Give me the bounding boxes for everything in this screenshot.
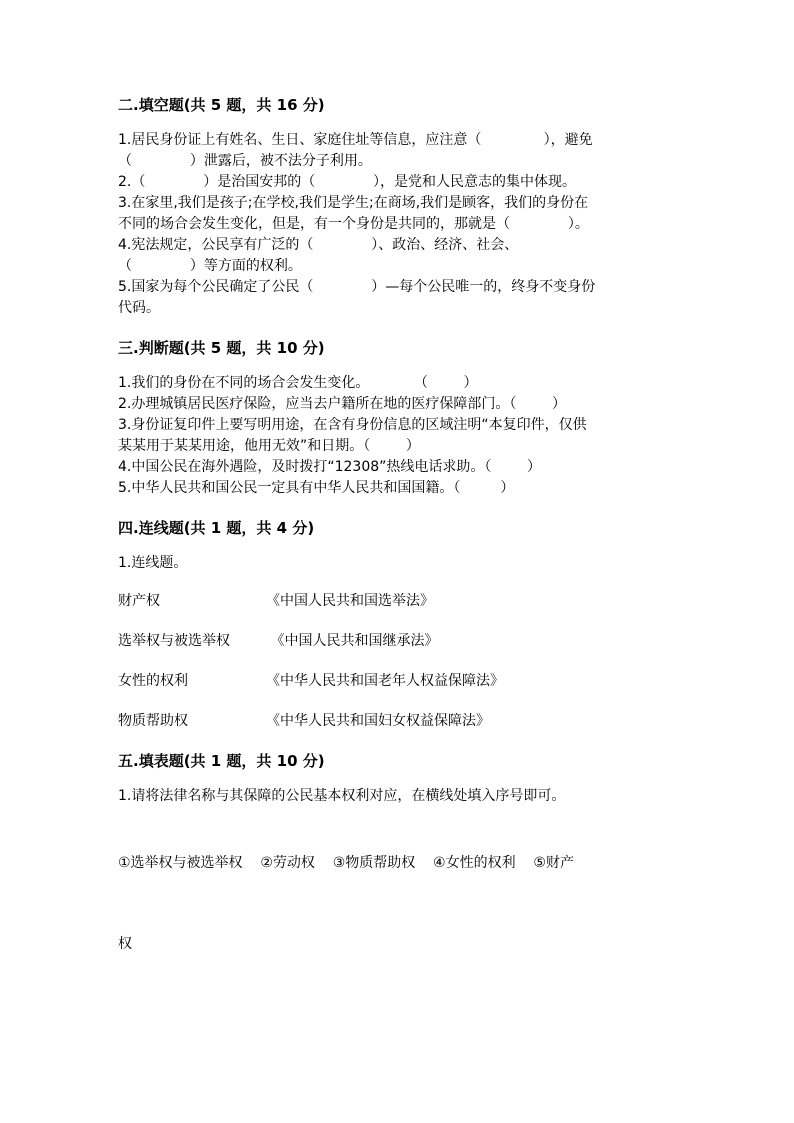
question-line: 3.在家里,我们是孩子;在学校,我们是学生;在商场,我们是顾客，我们的身份在: [118, 195, 589, 211]
matching-right-item: 《中国人民共和国选举法》: [266, 593, 434, 609]
question-line: 1.我们的身份在不同的场合会发生变化。 （ ）: [118, 375, 478, 391]
options-line: ①选举权与被选举权 ②劳动权 ③物质帮助权 ④女性的权利 ⑤财产: [118, 855, 574, 871]
options-line: 权: [118, 936, 132, 952]
question-line: 5.中华人民共和国公民一定具有中华人民共和国国籍。（ ）: [118, 480, 515, 496]
section-title: 四.连线题(共 1 题，共 4 分): [118, 519, 315, 537]
section-title: 三.判断题(共 5 题，共 10 分): [118, 339, 325, 357]
question-line: 1.连线题。: [118, 555, 188, 571]
question-line: 4.中国公民在海外遇险，及时拨打“12308”热线电话求助。（ ）: [118, 459, 541, 475]
section-title: 二.填空题(共 5 题，共 16 分): [118, 96, 325, 114]
matching-row: [118, 671, 678, 692]
question-line: 某某用于某某用途，他用无效”和日期。（ ）: [118, 438, 420, 454]
section-true-false: [118, 337, 678, 499]
question-line: 代码。: [118, 300, 160, 316]
matching-left-item: 女性的权利: [118, 673, 188, 689]
matching-right-item: 《中华人民共和国妇女权益保障法》: [266, 713, 490, 729]
matching-left-item: 选举权与被选举权: [118, 633, 230, 649]
matching-row: [118, 631, 678, 652]
question-line: 3.身份证复印件上要写明用途，在含有身份信息的区域注明“本复印件，仅供: [118, 417, 587, 433]
question-line: 不同的场合会发生变化，但是，有一个身份是共同的，那就是（ ）。: [118, 216, 589, 232]
question-line: 1.请将法律名称与其保障的公民基本权利对应，在横线处填入序号即可。: [118, 788, 566, 804]
matching-row: [118, 591, 678, 612]
question-line: （ ）等方面的权利。: [118, 258, 302, 274]
question-line: 2.办理城镇居民医疗保险，应当去户籍所在地的医疗保障部门。（ ）: [118, 396, 566, 412]
matching-row: [118, 711, 678, 732]
section-table-fill: [118, 750, 678, 955]
question-line: 1.居民身份证上有姓名、生日、家庭住址等信息，应注意（ ），避免: [118, 132, 593, 148]
question-line: 4.宪法规定，公民享有广泛的（ ）、政治、经济、社会、: [118, 237, 519, 253]
matching-left-item: 财产权: [118, 593, 160, 609]
section-fill-blank: [118, 94, 678, 319]
matching-right-item: 《中国人民共和国继承法》: [266, 633, 439, 649]
section-title: 五.填表题(共 1 题，共 10 分): [118, 752, 325, 770]
page-content: [118, 94, 678, 969]
matching-right-item: 《中华人民共和国老年人权益保障法》: [266, 673, 504, 689]
question-line: 5.国家为每个公民确定了公民（ ）—每个公民唯一的，终身不变身份: [118, 279, 596, 295]
question-line: （ ）泄露后，被不法分子利用。: [118, 153, 372, 169]
question-line: 2.（ ）是治国安邦的（ ），是党和人民意志的集中体现。: [118, 174, 577, 190]
section-matching: [118, 517, 678, 732]
matching-left-item: 物质帮助权: [118, 713, 188, 729]
